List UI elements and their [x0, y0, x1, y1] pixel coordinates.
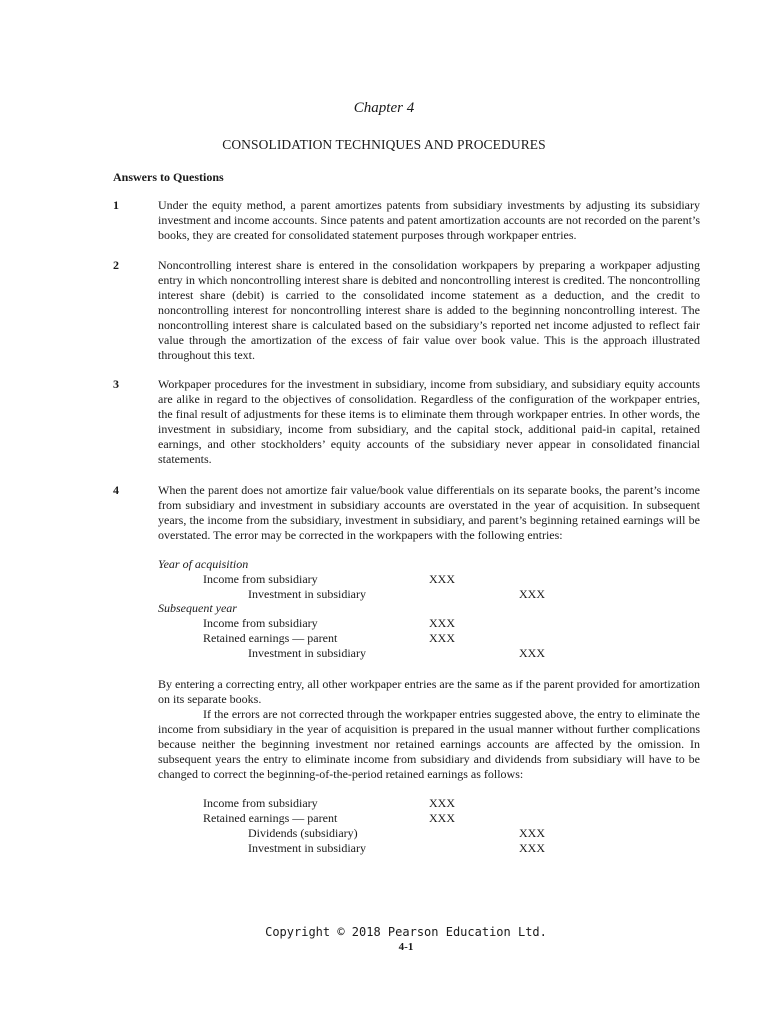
- entry-account: Investment in subsidiary: [248, 587, 366, 601]
- question-3: [113, 377, 700, 467]
- entry-label-subsequent-year: Subsequent year: [158, 601, 237, 615]
- question-text: When the parent does not amortize fair value/book value differentials on its separate books, the parent’s income from subsidiary and investment in subsidiary accounts are overstated in the year of acquisition. In subsequent years, the income from the subsidiary, investment in subsidiary, and parent’s beginning retained earnings will be overstated. The error may be corrected in the workpapers with the following entries:: [158, 483, 700, 542]
- question-text: Noncontrolling interest share is entered in the consolidation workpapers by preparing a workpaper adjusting entry in which noncontrolling interest share is debited and noncontrolling interest is credited. The noncontrolling interest share (debit) is carried to the consolidated income statement as a deduction, and the credit to noncontrolling interest for noncontrolling interest share is added to the beginning noncontrolling interest. The noncontrolling interest share is calculated based on the subsidiary’s reported net income adjusted to reflect fair value through the amortization of the excess of fair value over book value. This is the approach illustrated throughout this text.: [158, 258, 700, 362]
- paragraph-uncorrected-errors: If the errors are not corrected through the workpaper entries suggested above, the entry to eliminate the income from subsidiary in the year of acquisition is prepared in the usual manner without further complications because neither the beginning investment nor retained earnings accounts are affected by the omission. In subsequent years the entry to eliminate income from subsidiary and dividends from subsidiary will have to be changed to correct the beginning-of-the-period retained earnings as follows:: [158, 707, 700, 781]
- entry-account: Dividends (subsidiary): [248, 826, 358, 840]
- question-text: Under the equity method, a parent amortizes patents from subsidiary investments by adjusting its subsidiary investment and income accounts. Since patents and patent amortization accounts are not recorded on the parent’s books, they are created for consolidated statement purposes through workpaper entries.: [158, 198, 700, 242]
- question-1: [113, 198, 700, 243]
- entry-account: Retained earnings — parent: [203, 811, 338, 825]
- question-4: [113, 483, 700, 543]
- chapter-title: CONSOLIDATION TECHNIQUES AND PROCEDURES: [222, 137, 546, 152]
- question-2: [113, 258, 700, 363]
- entry-account: Income from subsidiary: [203, 572, 318, 586]
- copyright-notice: Copyright © 2018 Pearson Education Ltd.: [265, 925, 547, 939]
- entry-debit: XXX: [429, 796, 455, 810]
- entry-account: Investment in subsidiary: [248, 646, 366, 660]
- entry-account: Investment in subsidiary: [248, 841, 366, 855]
- section-heading: Answers to Questions: [113, 170, 224, 184]
- page-number: 4-1: [398, 941, 414, 953]
- question-number: 1: [113, 198, 119, 212]
- entry-debit: XXX: [429, 631, 455, 645]
- entry-credit: XXX: [519, 587, 545, 601]
- chapter-heading: Chapter 4: [353, 100, 415, 116]
- paragraph-correcting-entry: By entering a correcting entry, all other workpaper entries are the same as if the parent provided for amortization on its separate books.: [158, 677, 700, 706]
- question-number: 4: [113, 483, 119, 497]
- question-number: 2: [113, 258, 119, 272]
- entry-account: Retained earnings — parent: [203, 631, 338, 645]
- entry-credit: XXX: [519, 826, 545, 840]
- entry-account: Income from subsidiary: [203, 616, 318, 630]
- question-number: 3: [113, 377, 119, 391]
- entry-credit: XXX: [519, 841, 545, 855]
- entry-account: Income from subsidiary: [203, 796, 318, 810]
- entry-credit: XXX: [519, 646, 545, 660]
- entry-debit: XXX: [429, 616, 455, 630]
- entry-label-year-of-acquisition: Year of acquisition: [158, 557, 249, 571]
- entry-debit: XXX: [429, 811, 455, 825]
- entry-debit: XXX: [429, 572, 455, 586]
- question-text: Workpaper procedures for the investment in subsidiary, income from subsidiary, and subsidiary equity accounts are alike in regard to the objectives of consolidation. Regardless of the configuration of the workpaper entries, the final result of adjustments for these items is to eliminate them through workpaper entries. In other words, the investment in subsidiary, income from subsidiary, and the capital stock, additional paid-in capital, retained earnings, and other stockholders’ equity accounts of the subsidiary never appear in consolidated financial statements.: [158, 377, 700, 466]
